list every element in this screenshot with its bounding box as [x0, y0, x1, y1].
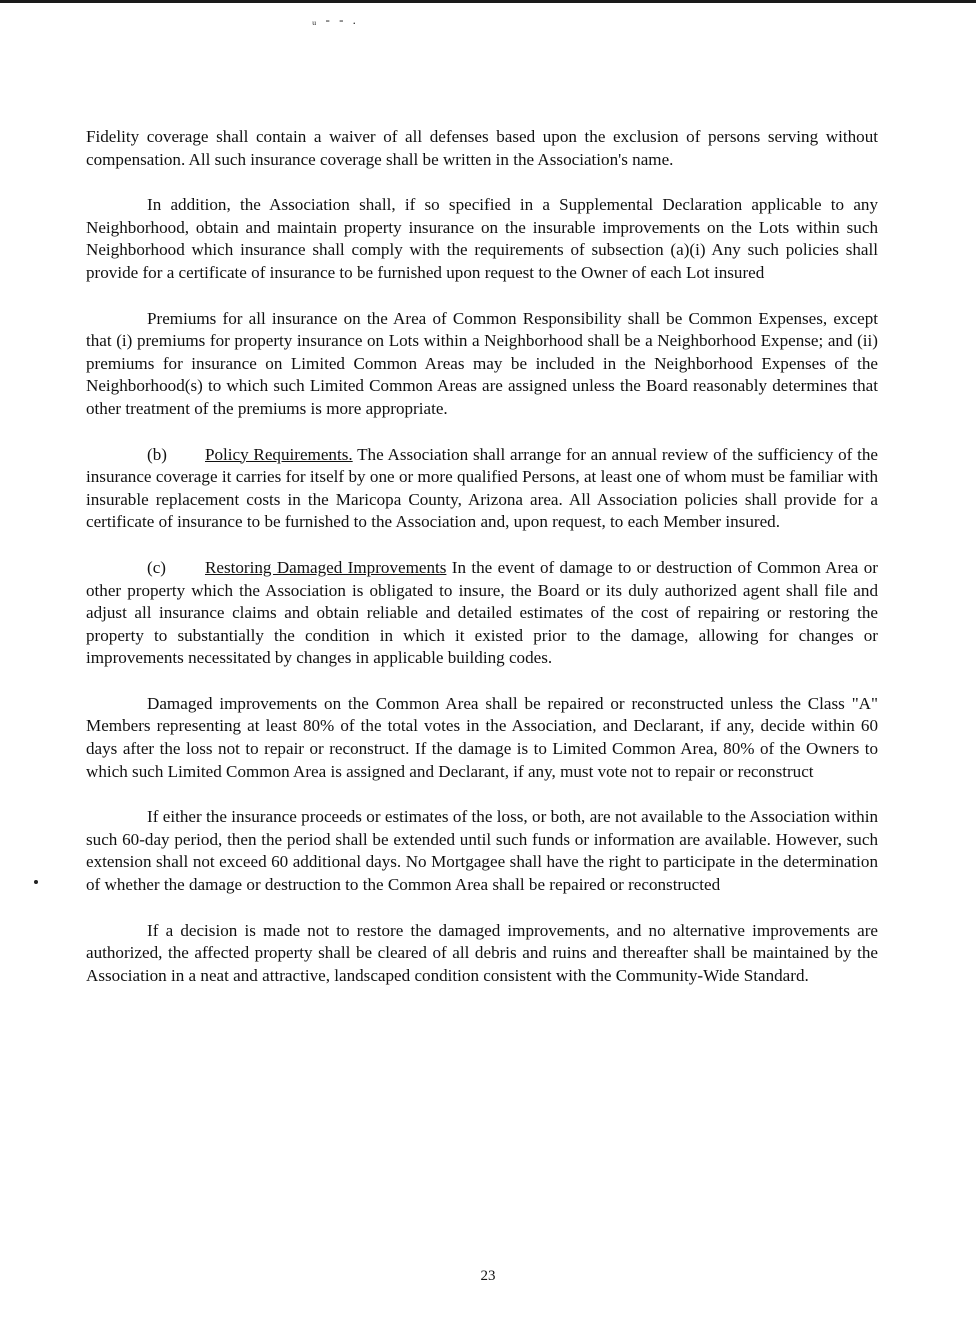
- paragraph-text: The Association shall arrange for an annual review of the sufficiency of the insurance coverage it carries for itself by one or more qualified Persons, at least one of whom must be familiar with insurable replacement costs in the Maricopa County, Arizona area. All Association policies shall provide for a certificate of insurance to be furnished to the Association and, upon request, to each Member insured.: [86, 444, 878, 532]
- subsection-heading: Restoring Damaged Improvements: [205, 557, 447, 577]
- subsection-letter: (c): [147, 557, 166, 577]
- subsection-b-policy-requirements: [86, 444, 878, 534]
- paragraph-text: In addition, the Association shall, if so specified in a Supplemental Declaration applicable to any Neighborhood, obtain and maintain property insurance on the insurable improvements on the Lots within such Neighborhood which insurance shall comply with the requirements of subsection (a)(i) Any such policies shall provide for a certificate of insurance to be furnished upon request to the Owner of each Lot insured: [86, 195, 878, 282]
- paragraph-text: Fidelity coverage shall contain a waiver of all defenses based upon the exclusion of persons serving without compensation. All such insurance coverage shall be written in the Association's name.: [86, 127, 878, 169]
- page-number: 23: [480, 1268, 496, 1284]
- paragraph-text: Premiums for all insurance on the Area of Common Responsibility shall be Common Expenses, except that (i) premiums for property insurance on Lots within a Neighborhood shall be a Neighborhood Expense; and (ii) premiums for insurance on Limited Common Areas may be included in the Neighborhood Expenses of the Neighborhood(s) to which such Limited Common Areas are assigned unless the Board reasonably determines that other treatment of the premiums is more appropriate.: [86, 308, 878, 418]
- paragraph-premiums: [86, 308, 878, 421]
- top-scan-border: [0, 0, 976, 3]
- paragraph-text: In the event of damage to or destruction of Common Area or other property which the Association is obligated to insure, the Board or its duly authorized agent shall file and adjust all insurance claims and obtain reliable and detailed estimates of the cost of repairing or restoring the property to substantially the condition in which it existed prior to the damage, allowing for changes or improvements necessitated by changes in applicable building codes.: [86, 557, 878, 668]
- paragraph-text: If a decision is made not to restore the damaged improvements, and no alternative improvements are authorized, the affected property shall be cleared of all debris and ruins and thereafter shall be maintained by the Association in a neat and attractive, landscaped condition consistent with the Community-Wide Standard.: [86, 920, 878, 985]
- paragraph-extension-period: [86, 806, 878, 896]
- document-body: [86, 126, 878, 1010]
- paragraph-text: If either the insurance proceeds or estimates of the loss, or both, are not available to the Association within such 60-day period, then the period shall be extended until such funds or information are available. However, such extension shall not exceed 60 additional days. No Mortgagee shall have the right to participate in the determination of whether the damage or destruction to the Common Area shall be repaired or reconstructed: [86, 807, 878, 895]
- subsection-c-restoring-damaged-improvements: [86, 557, 878, 670]
- paragraph-repair-vote: [86, 693, 878, 783]
- scan-speck: [34, 880, 38, 884]
- paragraph-fidelity-coverage: [86, 126, 878, 171]
- paragraph-no-restoration: [86, 920, 878, 988]
- subsection-letter: (b): [147, 444, 167, 464]
- paragraph-text: Damaged improvements on the Common Area shall be repaired or reconstructed unless the Class "A" Members representing at least 80% of the total votes in the Association, and Declarant, if any, decide within 60 days after the loss not to repair or reconstruct. If the damage is to Limited Common Area, 80% of the Owners to which such Limited Common Area is assigned and Declarant, if any, must vote not to repair or reconstruct: [86, 693, 878, 781]
- subsection-heading: Policy Requirements.: [205, 444, 353, 464]
- paragraph-neighborhood-insurance: [86, 194, 878, 284]
- scan-artifact-mark: ᵤ - - .: [312, 12, 359, 27]
